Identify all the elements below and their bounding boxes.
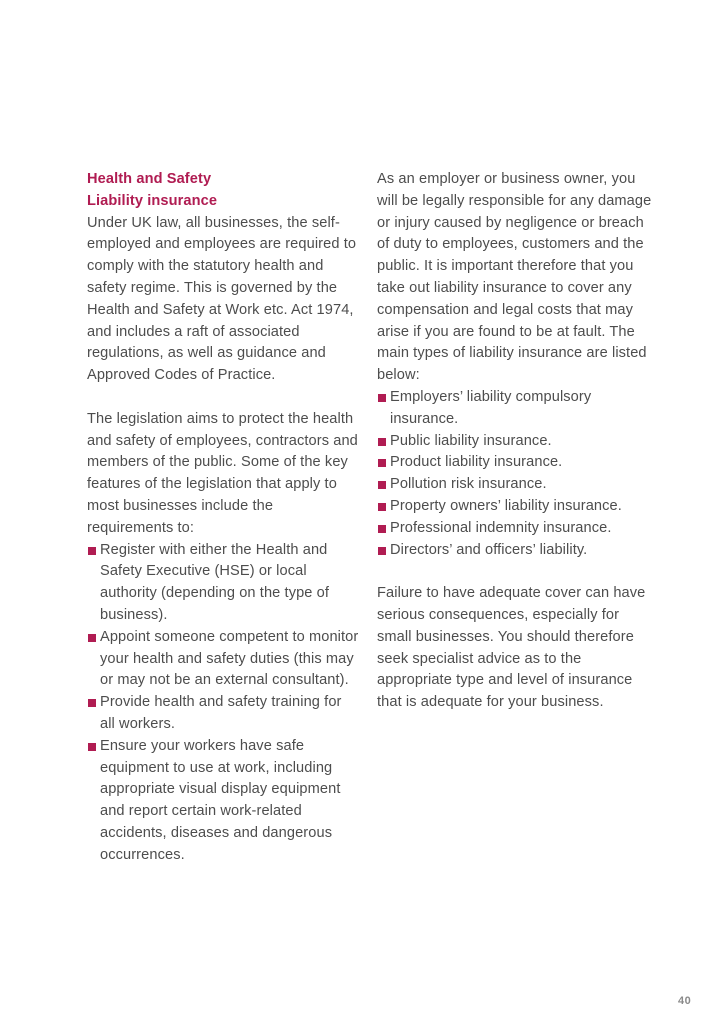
bullet-square-icon (88, 743, 96, 751)
list-item (377, 452, 652, 474)
list-item-text: Directors’ and officers’ liability. (390, 541, 588, 558)
page-number: 40 (678, 995, 692, 1007)
section-heading-line2: Liability insurance (87, 192, 218, 209)
list-item (377, 431, 652, 453)
list-item (87, 692, 359, 736)
list-item (377, 540, 652, 562)
bullet-square-icon (378, 459, 386, 467)
list-item (87, 736, 359, 867)
right-column (377, 169, 652, 736)
left-column (87, 169, 359, 888)
list-item (377, 387, 652, 431)
list-item-text: Product liability insurance. (390, 454, 563, 471)
list-item (87, 540, 359, 627)
list-item (377, 518, 652, 540)
bullet-square-icon (378, 503, 386, 511)
list-item-text: Employers’ liability compulsory insurance. (390, 388, 592, 427)
bullet-square-icon (378, 481, 386, 489)
bullet-square-icon (378, 438, 386, 446)
bullet-square-icon (378, 547, 386, 555)
insurance-types-list (377, 387, 652, 561)
requirements-list (87, 540, 359, 867)
list-item (87, 627, 359, 692)
list-item-text: Ensure your workers have safe equipment to use at work, including appropriate visual display equipment and report certain work-related accidents, diseases and dangerous occurrences. (100, 737, 341, 863)
bullet-square-icon (378, 394, 386, 402)
employer-paragraph: As an employer or business owner, you will be legally responsible for any damage or injury caused by negligence or breach of duty to employees, customers and the public. It is important therefore that you take out liability insurance to cover any compensation and legal costs that may arise if you are found to be at fault. The main types of liability insurance are listed below: (377, 171, 652, 384)
failure-paragraph: Failure to have adequate cover can have serious consequences, especially for small businesses. You should therefore seek specialist advice as to the appropriate type and level of insurance that is adequate for your business. (377, 585, 646, 711)
list-item-text: Property owners’ liability insurance. (390, 497, 622, 514)
intro-paragraph: Under UK law, all businesses, the self-employed and employees are required to comply with the statutory health and safety regime. This is governed by the Health and Safety at Work etc. Act 1974, and includes a raft of associated regulations, as well as guidance and Approved Codes of Practice. (87, 214, 357, 384)
bullet-square-icon (88, 547, 96, 555)
list-item-text: Appoint someone competent to monitor your health and safety duties (this may or may not be an external consultant). (100, 628, 359, 689)
bullet-square-icon (378, 525, 386, 533)
list-item (377, 496, 652, 518)
list-item (377, 474, 652, 496)
list-item-text: Provide health and safety training for all workers. (100, 694, 342, 732)
list-item-text: Public liability insurance. (390, 432, 552, 449)
bullet-square-icon (88, 634, 96, 642)
list-item-text: Pollution risk insurance. (390, 476, 547, 493)
list-item-text: Register with either the Health and Safety Executive (HSE) or local authority (depending on the type of business). (100, 541, 330, 623)
section-heading-line1: Health and Safety (87, 171, 212, 187)
legislation-paragraph: The legislation aims to protect the health and safety of employees, contractors and members of the public. Some of the key features of the legislation that apply to most businesses include the requirements to: (87, 410, 358, 536)
list-item-text: Professional indemnity insurance. (390, 519, 612, 536)
bullet-square-icon (88, 699, 96, 707)
